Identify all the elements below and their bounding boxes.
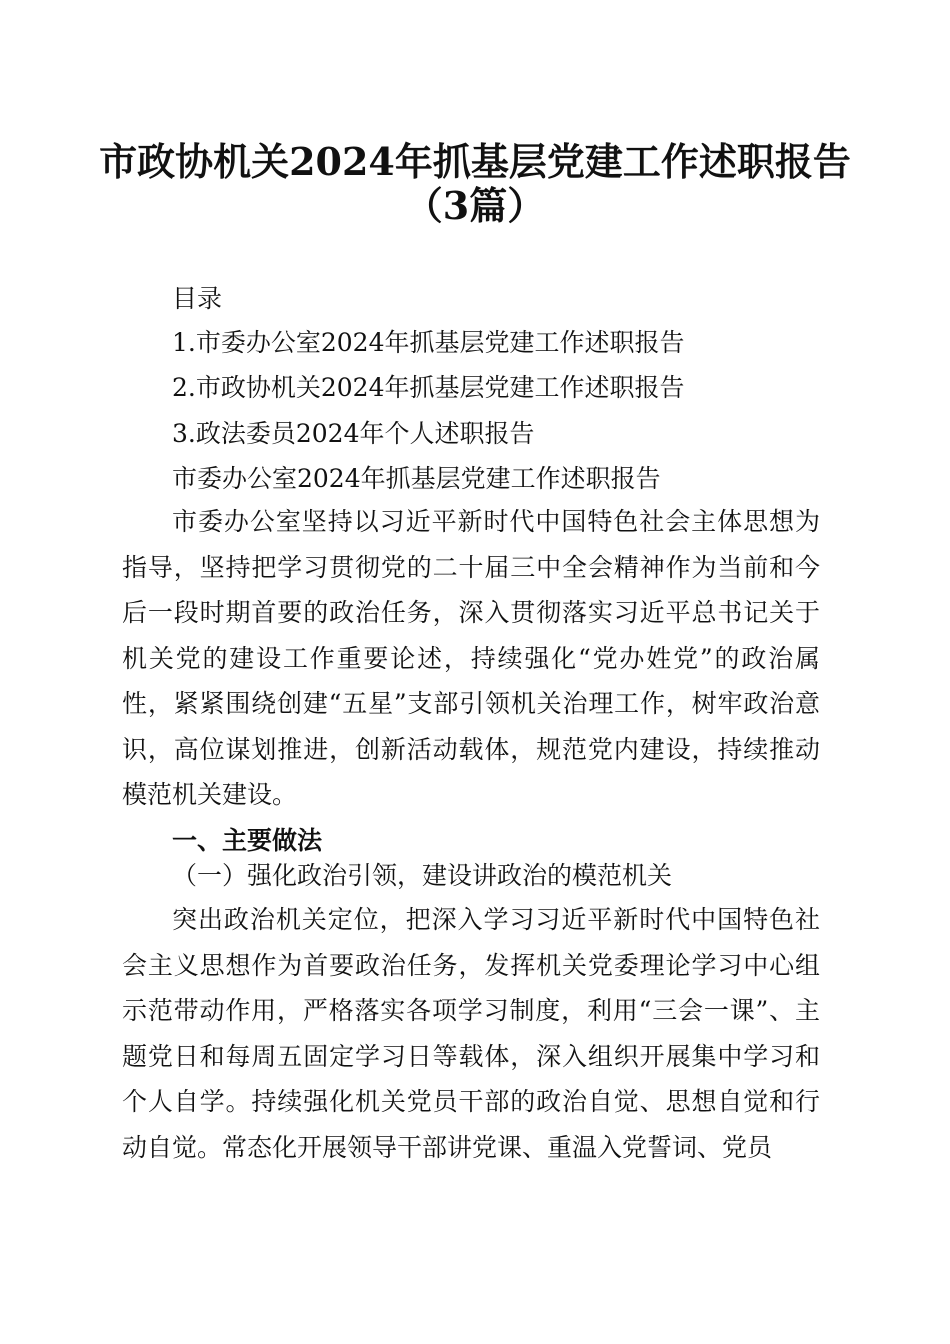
subheading-political-guidance: （一）强化政治引领，建设讲政治的模范机关	[172, 861, 673, 890]
document-title: 市政协机关2024年抓基层党建工作述职报告	[99, 139, 851, 184]
heading-main-practices: 一、主要做法	[172, 826, 323, 855]
section-title: 市委办公室2024年抓基层党建工作述职报告	[172, 464, 661, 493]
document-title-count: （3篇）	[404, 183, 546, 228]
toc-item-2: 2.市政协机关2024年抓基层党建工作述职报告	[172, 373, 685, 402]
body-paragraph-2: 突出政治机关定位，把深入学习习近平新时代中国特色社会主义思想作为首要政治任务，发挥机关党委理论学习中心组示范带动作用，严格落实各项学习制度，利用“三会一课”、主题党日和每周五固定学习日等载体，深入组织开展集中学习和个人自学。持续强化机关党员干部的政治自觉、思想自觉和行动自觉。常态化开展领导干部讲党课、重温入党誓词、党员	[122, 905, 820, 1162]
intro-paragraph: 市委办公室坚持以习近平新时代中国特色社会主体思想为指导，坚持把学习贯彻党的二十届三中全会精神作为当前和今后一段时期首要的政治任务，深入贯彻落实习近平总书记关于机关党的建设工作重要论述，持续强化“党办姓党”的政治属性，紧紧围绕创建“五星”支部引领机关治理工作，树牢政治意识，高位谋划推进，创新活动载体，规范党内建设，持续推动模范机关建设。	[122, 507, 820, 809]
toc-item-3: 3.政法委员2024年个人述职报告	[172, 419, 535, 448]
toc-label: 目录	[172, 284, 223, 313]
toc-item-1: 1.市委办公室2024年抓基层党建工作述职报告	[172, 328, 685, 357]
